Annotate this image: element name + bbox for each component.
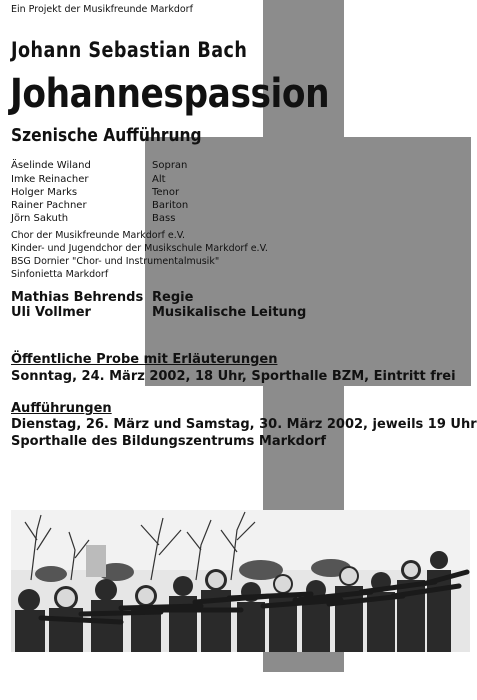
director-role: Regie	[152, 290, 194, 305]
soloist-voice: Bass	[152, 213, 176, 224]
ensemble-line: Sinfonietta Markdorf	[11, 269, 109, 280]
performance-dates: Dienstag, 26. März und Samstag, 30. März 2002, jeweils 19 Uhr	[11, 417, 477, 432]
soloist-name: Imke Reinacher	[11, 174, 89, 185]
soloist-voice: Alt	[152, 174, 166, 185]
rehearsal-heading: Öffentliche Probe mit Erläuterungen	[11, 352, 278, 367]
ensemble-line: Chor der Musikfreunde Markdorf e.V.	[11, 230, 186, 241]
soloist-name: Jörn Sakuth	[11, 213, 69, 224]
soloist-voice: Sopran	[152, 160, 188, 171]
soloist-voice: Bariton	[152, 200, 189, 211]
project-line: Ein Projekt der Musikfreunde Markdorf	[11, 4, 193, 15]
work-title: Johannespassion	[10, 71, 330, 117]
soloist-name: Äselinde Wiland	[11, 160, 91, 171]
performance-venue: Sporthalle des Bildungszentrums Markdorf	[11, 434, 326, 449]
ensemble-line: Kinder- und Jugendchor der Musikschule Markdorf e.V.	[11, 243, 268, 254]
performances-heading: Aufführungen	[11, 401, 112, 416]
ensemble-line: BSG Dornier "Chor- und Instrumentalmusik"	[11, 256, 220, 267]
rehearsal-details: Sonntag, 24. März 2002, 18 Uhr, Sporthalle BZM, Eintritt frei	[11, 369, 456, 384]
soloist-name: Holger Marks	[11, 187, 78, 198]
composer-name: Johann Sebastian Bach	[11, 38, 248, 62]
soloist-voice: Tenor	[152, 187, 180, 198]
conductor-name: Uli Vollmer	[11, 305, 91, 320]
subtitle: Szenische Aufführung	[11, 125, 202, 146]
director-name: Mathias Behrends	[11, 290, 144, 305]
choir-performance-photo	[11, 510, 470, 652]
conductor-role: Musikalische Leitung	[152, 305, 307, 320]
soloist-name: Rainer Pachner	[11, 200, 87, 211]
